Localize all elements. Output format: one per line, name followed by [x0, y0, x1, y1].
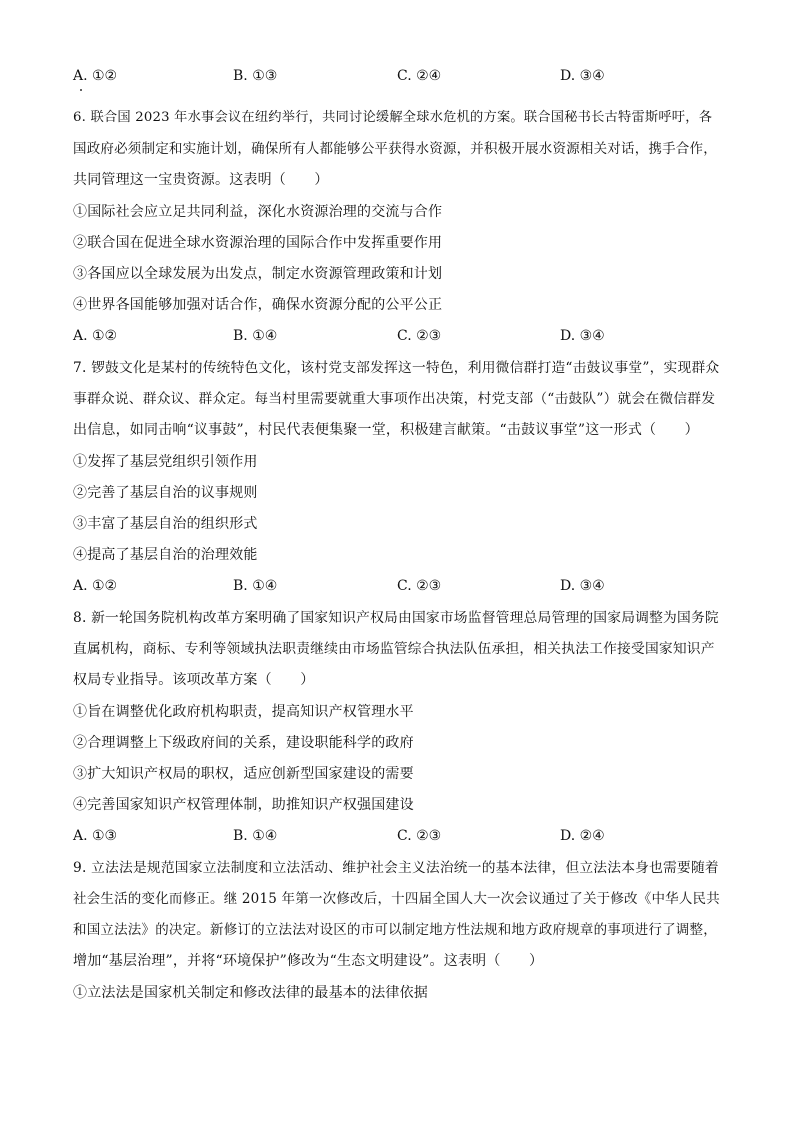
- q8-option-a[interactable]: A. ①③: [73, 828, 118, 844]
- q7-stem-line-3: 出信息，如同击响“议事鼓”，村民代表便集聚一堂，积极建言献策。“击鼓议事堂”这一形式（ ）: [73, 422, 699, 438]
- q7-option-b[interactable]: B. ①④: [233, 578, 278, 594]
- q7-stem-line-2: 事群众说、群众议、群众定。每当村里需要就重大事项作出决策，村党支部（“击鼓队”）就会在微信群发: [73, 391, 716, 407]
- q8-stem-line-1: 8. 新一轮国务院机构改革方案明确了国家知识产权局由国家市场监督管理总局管理的国家局调整为国务院: [73, 610, 719, 626]
- q9-stem-line-1: 9. 立法法是规范国家立法制度和立法活动、维护社会主义法治统一的基本法律，但立法法本身也需要随着: [73, 860, 719, 876]
- q7-statement-3: ③丰富了基层自治的组织形式: [73, 516, 258, 532]
- q7-options: [73, 576, 723, 596]
- q7-statement-1: ①发挥了基层党组织引领作用: [73, 454, 258, 470]
- q8-option-b[interactable]: B. ①④: [233, 828, 278, 844]
- q8-statement-4: ④完善国家知识产权管理体制，助推知识产权强国建设: [73, 797, 414, 813]
- q8-statement-3: ③扩大知识产权局的职权，适应创新型国家建设的需要: [73, 766, 414, 782]
- q6-option-d[interactable]: D. ③④: [560, 328, 605, 344]
- q9-statement-1: ①立法法是国家机关制定和修改法律的最基本的法律依据: [73, 985, 428, 1001]
- q6-option-a[interactable]: A. ①②: [73, 328, 118, 344]
- q7-option-d[interactable]: D. ③④: [560, 578, 605, 594]
- q8-statement-1: ①旨在调整优化政府机构职责，提高知识产权管理水平: [73, 704, 414, 720]
- q6-statement-3: ③各国应以全球发展为出发点，制定水资源管理政策和计划: [73, 266, 443, 282]
- q7-option-c[interactable]: C. ②③: [397, 578, 442, 594]
- q6-option-b[interactable]: B. ①④: [233, 328, 278, 344]
- q6-stem-line-1: 6. 联合国 2023 年水事会议在纽约举行，共同讨论缓解全球水危机的方案。联合国秘书长古特雷斯呼吁，各: [73, 110, 713, 125]
- q6-statement-2: ②联合国在促进全球水资源治理的国际合作中发挥重要作用: [73, 235, 443, 251]
- q7-statement-2: ②完善了基层自治的议事规则: [73, 485, 258, 501]
- q6-stem-line-2: 国政府必须制定和实施计划，确保所有人都能够公平获得水资源，并积极开展水资源相关对话，携手合作，: [73, 141, 717, 157]
- q8-options: [73, 826, 723, 846]
- q5-option-c[interactable]: C. ②④: [397, 68, 442, 84]
- stray-mark: [80, 89, 82, 91]
- q5-option-b[interactable]: B. ①③: [233, 68, 278, 84]
- q8-stem-line-3: 权局专业指导。该项改革方案（ ）: [73, 672, 315, 688]
- q6-statement-1: ①国际社会应立足共同利益，深化水资源治理的交流与合作: [73, 204, 443, 220]
- q6-statement-4: ④世界各国能够加强对话合作，确保水资源分配的公平公正: [73, 297, 443, 313]
- q8-stem-line-2: 直属机构，商标、专利等领域执法职责继续由市场监管综合执法队伍承担，相关执法工作接受国家知识产: [73, 641, 715, 657]
- q7-statement-4: ④提高了基层自治的治理效能: [73, 547, 258, 563]
- q9-stem-line-2: 社会生活的变化而修正。继 2015 年第一次修改后，十四届全国人大一次会议通过了关于修改《中华人民共: [73, 891, 720, 907]
- q7-stem-line-1: 7. 锣鼓文化是某村的传统特色文化，该村党支部发挥这一特色，利用微信群打造“击鼓议事堂”，实现群众: [73, 360, 720, 376]
- q8-option-d[interactable]: D. ②④: [560, 828, 605, 844]
- q9-stem-line-4: 增加“基层治理”，并将“环境保护”修改为“生态文明建设”。这表明（ ）: [73, 953, 544, 969]
- q8-option-c[interactable]: C. ②③: [397, 828, 442, 844]
- q5-option-a[interactable]: A. ①②: [73, 68, 118, 84]
- q8-statement-2: ②合理调整上下级政府间的关系，建设职能科学的政府: [73, 735, 414, 751]
- q7-option-a[interactable]: A. ①②: [73, 578, 118, 594]
- q9-stem-line-3: 和国立法法》的决定。新修订的立法法对设区的市可以制定地方性法规和地方政府规章的事项进行了调整，: [73, 922, 717, 938]
- q6-option-c[interactable]: C. ②③: [397, 328, 442, 344]
- q5-options: [73, 66, 723, 86]
- q5-option-d[interactable]: D. ③④: [560, 68, 605, 84]
- q6-options: [73, 326, 723, 346]
- q6-stem-line-3: 共同管理这一宝贵资源。这表明（ ）: [73, 172, 329, 188]
